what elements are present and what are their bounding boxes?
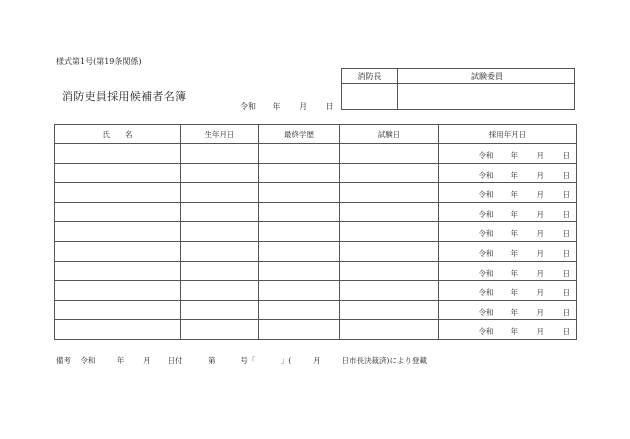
hire-date-cell[interactable]	[439, 261, 577, 281]
hire-date-month: 月	[536, 229, 544, 239]
hire-date-parts	[479, 248, 571, 259]
hire-date-parts	[479, 209, 571, 220]
candidate-table	[54, 124, 577, 340]
hire-date-parts	[479, 189, 571, 200]
remarks-quote-close: 」(	[280, 356, 292, 365]
table-header-row	[55, 125, 577, 144]
hire-date-day: 日	[562, 229, 570, 239]
table-row	[55, 183, 577, 203]
document-title: 消防吏員採用候補者名簿	[62, 90, 187, 103]
hire-date-cell[interactable]	[439, 163, 577, 183]
birthdate-cell[interactable]	[181, 222, 259, 242]
hire-date-parts	[479, 228, 571, 239]
exam-date-cell[interactable]	[340, 281, 439, 301]
col-header-hire-date: 採用年月日	[439, 125, 577, 144]
hire-date-day: 日	[562, 248, 570, 258]
hire-date-cell[interactable]	[439, 241, 577, 261]
hire-date-parts	[479, 326, 571, 337]
remarks-label: 備考	[56, 356, 71, 365]
birthdate-cell[interactable]	[181, 320, 259, 340]
name-cell[interactable]	[55, 261, 181, 281]
hire-date-parts	[479, 150, 571, 161]
hire-date-parts	[479, 307, 571, 318]
approval-chief-label: 消防長	[357, 72, 382, 81]
hire-date-cell[interactable]	[439, 144, 577, 164]
table-row	[55, 281, 577, 301]
hire-date-era: 令和	[478, 288, 494, 298]
remarks-month2: 月	[313, 356, 321, 365]
remarks-era: 令和	[80, 356, 96, 365]
hire-date-month: 月	[536, 327, 544, 337]
hire-date-day: 日	[562, 288, 570, 298]
table-row	[55, 261, 577, 281]
education-cell[interactable]	[259, 261, 340, 281]
education-cell[interactable]	[259, 183, 340, 203]
hire-date-day: 日	[562, 170, 570, 180]
table-row	[55, 163, 577, 183]
hire-date-year: 年	[510, 248, 518, 258]
hire-date-year: 年	[510, 307, 518, 317]
hire-date-era: 令和	[478, 170, 494, 180]
education-cell[interactable]	[259, 163, 340, 183]
hire-date-parts	[479, 268, 571, 279]
header-date-month: 月	[299, 102, 308, 111]
hire-date-parts	[479, 287, 571, 298]
name-cell[interactable]	[55, 183, 181, 203]
col-header-name: 氏 名	[55, 125, 181, 144]
header-date-year: 年	[272, 102, 281, 111]
remarks-number-suffix: 号「	[240, 356, 256, 365]
hire-date-day: 日	[562, 151, 570, 160]
table-row	[55, 300, 577, 320]
hire-date-day: 日	[562, 307, 570, 317]
hire-date-era: 令和	[478, 151, 494, 160]
name-cell[interactable]	[55, 320, 181, 340]
education-cell[interactable]	[259, 222, 340, 242]
education-cell[interactable]	[259, 281, 340, 301]
header-date-day: 日	[325, 102, 334, 111]
hire-date-year: 年	[510, 288, 518, 298]
name-cell[interactable]	[55, 241, 181, 261]
hire-date-month: 月	[536, 268, 544, 278]
hire-date-year: 年	[510, 327, 518, 337]
birthdate-cell[interactable]	[181, 281, 259, 301]
hire-date-era: 令和	[478, 209, 494, 219]
hire-date-year: 年	[510, 170, 518, 180]
hire-date-era: 令和	[478, 327, 494, 337]
hire-date-year: 年	[510, 151, 518, 160]
table-row	[55, 202, 577, 222]
exam-date-cell[interactable]	[340, 261, 439, 281]
name-cell[interactable]	[55, 222, 181, 242]
education-cell[interactable]	[259, 300, 340, 320]
education-cell[interactable]	[259, 144, 340, 164]
hire-date-day: 日	[562, 268, 570, 278]
footer-remarks	[56, 355, 427, 366]
birthdate-cell[interactable]	[181, 241, 259, 261]
col-header-exam-date: 試験日	[340, 125, 439, 144]
hire-date-cell[interactable]	[439, 300, 577, 320]
remarks-month: 月	[143, 356, 151, 365]
hire-date-month: 月	[536, 307, 544, 317]
hire-date-year: 年	[510, 190, 518, 200]
hire-date-year: 年	[510, 229, 518, 239]
exam-date-cell[interactable]	[340, 144, 439, 164]
hire-date-parts	[479, 170, 571, 181]
hire-date-era: 令和	[478, 190, 494, 200]
exam-date-cell[interactable]	[340, 163, 439, 183]
remarks-year: 年	[116, 356, 125, 365]
name-cell[interactable]	[55, 281, 181, 301]
hire-date-cell[interactable]	[439, 281, 577, 301]
approval-examiner-label: 試験委員	[471, 72, 503, 81]
hire-date-year: 年	[510, 209, 518, 219]
hire-date-year: 年	[510, 268, 518, 278]
remarks-ending: 日市長決裁済)により登載	[341, 356, 427, 365]
birthdate-cell[interactable]	[181, 163, 259, 183]
exam-date-cell[interactable]	[340, 202, 439, 222]
birthdate-cell[interactable]	[181, 300, 259, 320]
birthdate-cell[interactable]	[181, 144, 259, 164]
name-cell[interactable]	[55, 300, 181, 320]
hire-date-cell[interactable]	[439, 222, 577, 242]
hire-date-day: 日	[562, 190, 570, 200]
exam-date-cell[interactable]	[340, 222, 439, 242]
exam-date-cell[interactable]	[340, 241, 439, 261]
hire-date-month: 月	[536, 248, 544, 258]
remarks-dated: 日付	[167, 356, 183, 365]
form-label: 様式第1号(第19条関係)	[56, 57, 142, 66]
header-date	[240, 101, 334, 112]
education-cell[interactable]	[259, 320, 340, 340]
table-row	[55, 241, 577, 261]
hire-date-month: 月	[536, 190, 544, 200]
name-cell[interactable]	[55, 144, 181, 164]
exam-date-cell[interactable]	[340, 183, 439, 203]
birthdate-cell[interactable]	[181, 202, 259, 222]
hire-date-era: 令和	[478, 268, 494, 278]
name-cell[interactable]	[55, 202, 181, 222]
education-cell[interactable]	[259, 202, 340, 222]
hire-date-month: 月	[536, 170, 544, 180]
hire-date-cell[interactable]	[439, 320, 577, 340]
hire-date-day: 日	[562, 327, 570, 337]
hire-date-cell[interactable]	[439, 183, 577, 203]
exam-date-cell[interactable]	[340, 300, 439, 320]
header-date-era: 令和	[240, 102, 256, 111]
hire-date-month: 月	[536, 288, 544, 298]
table-row	[55, 320, 577, 340]
hire-date-month: 月	[536, 209, 544, 219]
hire-date-month: 月	[536, 151, 544, 160]
hire-date-era: 令和	[478, 229, 494, 239]
table-row	[55, 144, 577, 164]
hire-date-era: 令和	[478, 248, 494, 258]
birthdate-cell[interactable]	[181, 261, 259, 281]
col-header-birthdate: 生年月日	[181, 125, 259, 144]
name-cell[interactable]	[55, 163, 181, 183]
hire-date-era: 令和	[478, 307, 494, 317]
col-header-education: 最終学歴	[259, 125, 340, 144]
table-row	[55, 222, 577, 242]
education-cell[interactable]	[259, 241, 340, 261]
remarks-number-prefix: 第	[207, 356, 216, 365]
birthdate-cell[interactable]	[181, 183, 259, 203]
exam-date-cell[interactable]	[340, 320, 439, 340]
hire-date-cell[interactable]	[439, 202, 577, 222]
approval-box	[341, 68, 575, 110]
hire-date-day: 日	[562, 209, 570, 219]
